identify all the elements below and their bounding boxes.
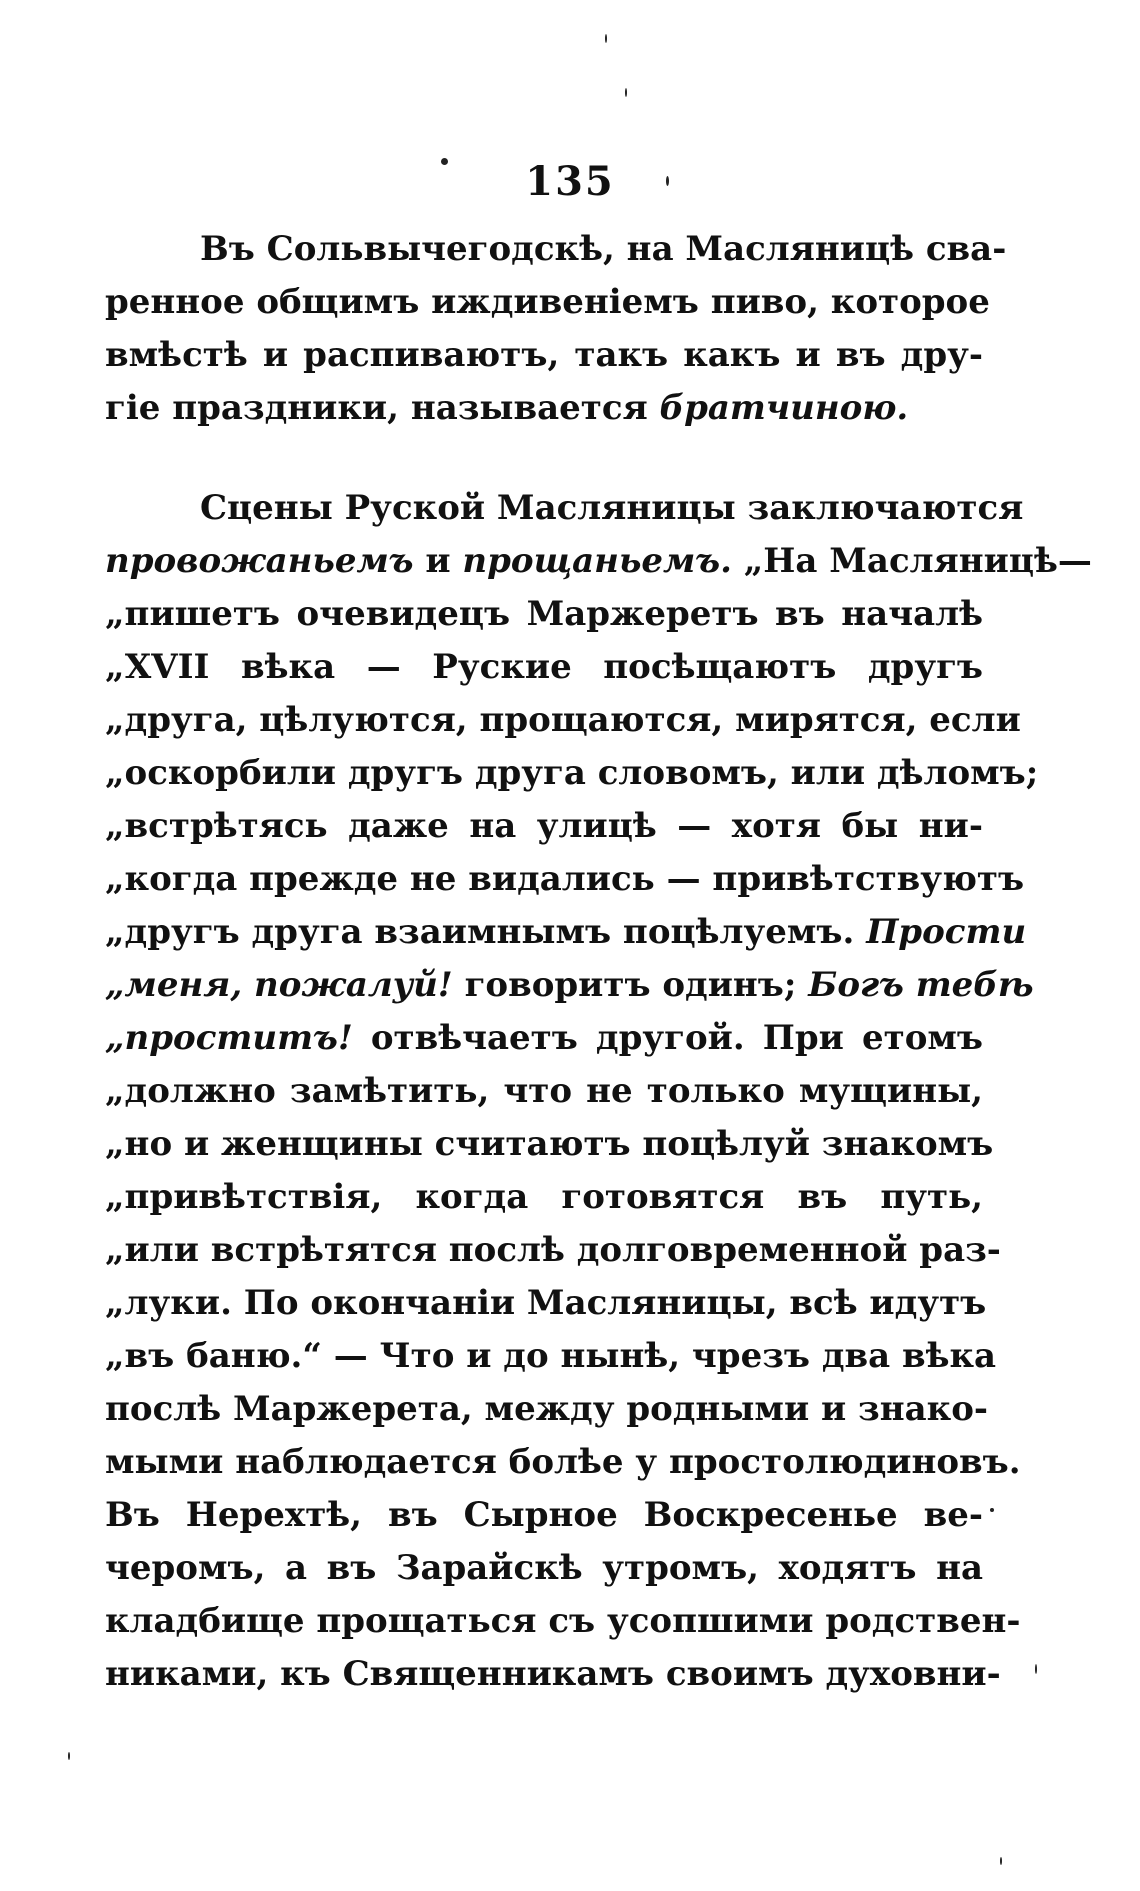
text-line <box>105 1018 983 1058</box>
text-line <box>105 912 1027 952</box>
ink-speck <box>1035 1664 1037 1674</box>
text-line <box>105 541 1092 581</box>
italic-quote: „меня, пожалуй! <box>105 965 453 1005</box>
text-line: вмѣстѣ и распиваютъ, такъ какъ и въ дру- <box>105 335 983 375</box>
page-number: 135 <box>525 158 615 205</box>
text-line: кладбище прощаться съ усопшими родствен- <box>105 1601 1021 1641</box>
text-line: ренное общимъ иждивеніемъ пиво, которое <box>105 282 990 322</box>
text-line: никами, къ Священникамъ своимъ духовни- <box>105 1654 1001 1694</box>
text-line: „оскорбили другъ друга словомъ, или дѣломъ; <box>105 753 1039 793</box>
text-line: „друга, цѣлуются, прощаются, мирятся, если <box>105 700 1021 740</box>
italic-quote: Богъ тебѣ <box>808 965 1034 1005</box>
ink-speck <box>1000 1857 1002 1865</box>
text-line: „или встрѣтятся послѣ долговременной раз- <box>105 1230 1001 1270</box>
text-line: послѣ Маржерета, между родными и знако- <box>105 1389 989 1429</box>
text-line: „встрѣтясь даже на улицѣ — хотя бы ни- <box>105 806 983 846</box>
italic-quote: Прости <box>866 912 1027 952</box>
text-line: „XVII вѣка — Руские посѣщаютъ другъ <box>105 647 983 687</box>
text-run: отвѣчаетъ другой. При етомъ <box>352 1018 983 1058</box>
text-line: „но и женщины считаютъ поцѣлуй знакомъ <box>105 1124 994 1164</box>
text-line: Сцены Руской Масляницы заключаются <box>200 488 1024 528</box>
italic-term: братчиною. <box>659 388 909 428</box>
text-line: „когда прежде не видались — привѣтствуютъ <box>105 859 1025 899</box>
text-line: черомъ, а въ Зарайскѣ утромъ, ходятъ на <box>105 1548 983 1588</box>
text-line: Въ Сольвычегодскѣ, на Масляницѣ сва- <box>200 229 1007 269</box>
text-line <box>105 965 1034 1005</box>
text-run: гіе праздники, называется <box>105 388 660 428</box>
text-run: „другъ друга взаимнымъ поцѣлуемъ. <box>105 912 867 952</box>
text-line: „привѣтствія, когда готовятся въ путь, <box>105 1177 983 1217</box>
text-line: „луки. По окончаніи Масляницы, всѣ идутъ <box>105 1283 987 1323</box>
ink-speck <box>605 34 607 43</box>
text-line: Въ Нерехтѣ, въ Сырное Воскресенье ве- <box>105 1495 983 1535</box>
ink-speck <box>68 1752 70 1760</box>
ink-speck <box>666 176 669 186</box>
text-line <box>105 388 983 428</box>
text-run: говоритъ одинъ; <box>452 965 809 1005</box>
text-line: „пишетъ очевидецъ Маржеретъ въ началѣ <box>105 594 983 634</box>
italic-term: провожаньемъ <box>105 541 414 581</box>
text-run: „На Масляницѣ— <box>731 541 1092 581</box>
ink-speck <box>441 158 448 165</box>
text-line: „должно замѣтить, что не только мущины, <box>105 1071 983 1111</box>
text-run: и <box>413 541 463 581</box>
text-line: „въ баню.“ — Что и до нынѣ, чрезъ два вѣка <box>105 1336 997 1376</box>
ink-speck <box>625 88 627 97</box>
text-line: мыми наблюдается болѣе у простолюдиновъ. <box>105 1442 1021 1482</box>
ink-speck <box>990 1508 994 1512</box>
italic-term: прощаньемъ. <box>462 541 732 581</box>
italic-quote: „проститъ! <box>105 1018 353 1058</box>
